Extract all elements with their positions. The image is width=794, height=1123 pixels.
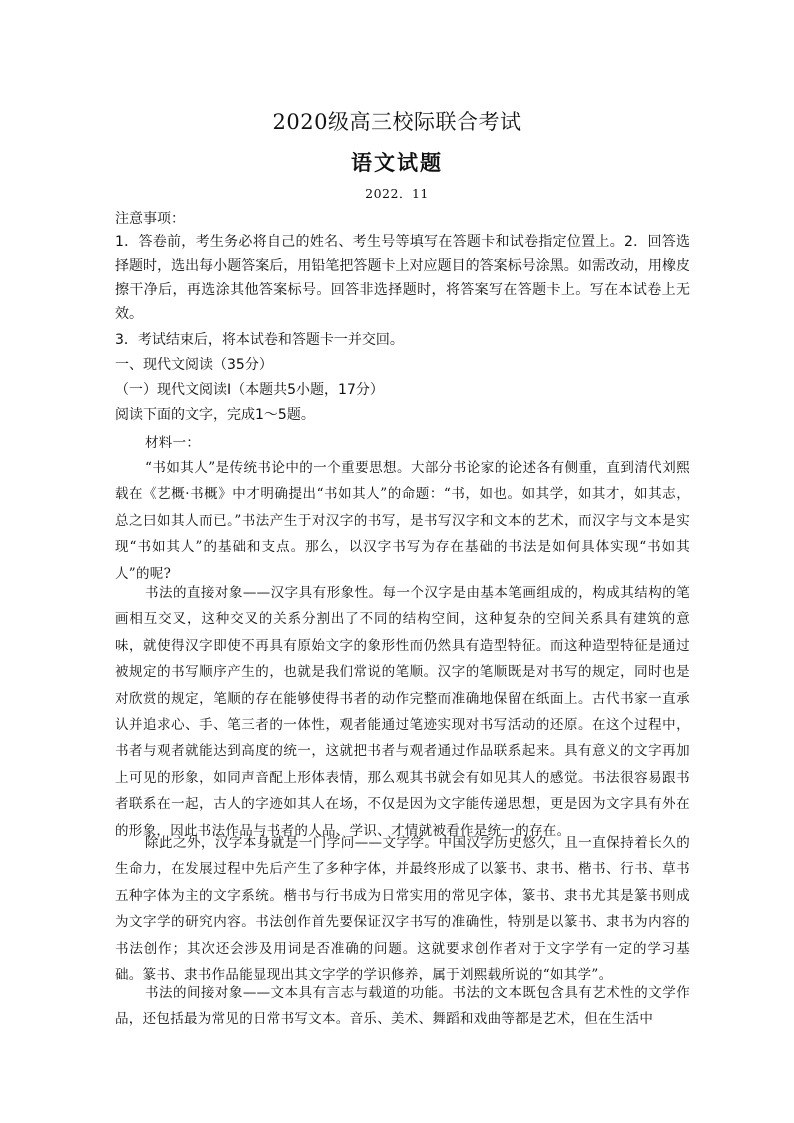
material-label: 材料一： (145, 435, 201, 451)
body-paragraph: 书法的直接对象——汉字具有形象性。每一个汉字是由基本笔画组成的，构成其结构的笔画相互交叉，这种交叉的关系分割出了不同的结构空间，这种复杂的空间关系具有建筑的意味，就使得汉字即使不再具有原始文字的象形性而仍然具有造型特征。而这种造型特征是通过被规定的书写顺序产生的，也就是我们常说的笔顺。汉字的笔顺既是对书写的规定，同时也是对欣赏的规定，笔顺的存在能够使得书者的动作完整而准确地保留在纸面上。古代书家一直承认并追求心、手、笔三者的一体性，观者能通过笔迹实现对书写活动的还原。在这个过程中，书者与观者就能达到高度的统一，这就把书者与观者通过作品联系起来。具有意义的文字再加上可见的形象，如同声音配上形体表情，那么观其书就会有如见其人的感觉。书法很容易跟书者联系在一起，古人的字迹如其人在场，不仅是因为文字能传递思想，更是因为文字具有外在的形象，因此书法作品与书者的人品、学识、才情就被看作是统一的存在。 (115, 585, 690, 839)
note-item-3: 3．考试结束后，将本试卷和答题卡一并交回。 (115, 332, 404, 348)
reading-instruction: 阅读下面的文字，完成1～5题。 (115, 407, 315, 423)
exam-date: 2022．11 (365, 186, 429, 201)
section-heading: 一、现代文阅读（35分） (115, 357, 273, 373)
notes-heading: 注意事项： (115, 211, 185, 227)
subsection-heading: （一）现代文阅读Ⅰ（本题共5小题，17分） (115, 382, 384, 398)
exam-title: 2020级高三校际联合考试 (272, 110, 522, 134)
body-paragraph: 除此之外，汉字本身就是一门学问——文字学。中国汉字历史悠久，且一直保持着长久的生命力，在发展过程中先后产生了多种字体，并最终形成了以篆书、隶书、楷书、行书、草书五种字体为主的文字系统。楷书与行书成为日常实用的常见字体，篆书、隶书尤其是篆书则成为文字学的研究内容。书法创作首先要保证汉字书写的准确性，特别是以篆书、隶书为内容的书法创作；其次还会涉及用词是否准确的问题。这就要求创作者对于文字学有一定的学习基础。篆书、隶书作品能显现出其文字学的学识修养，属于刘熙载所说的“如其学”。 (115, 835, 690, 984)
note-item-1-2: 1．答卷前，考生务必将自己的姓名、考生号等填写在答题卡和试卷指定位置上。2．回答选择题时，选出每小题答案后，用铅笔把答题卡上对应题目的答案标号涂黑。如需改动，用橡皮擦干净后，再选涂其他答案标号。回答非选择题时，将答案写在答题卡上。写在本试卷上无效。 (115, 234, 690, 322)
body-paragraph: “书如其人”是传统书论中的一个重要思想。大部分书论家的论述各有侧重，直到清代刘熙载在《艺概·书概》中才明确提出“书如其人”的命题：“书，如也。如其学，如其才，如其志，总之曰如其人而已。”书法产生于对汉字的书写，是书写汉字和文本的艺术，而汉字与文本是实现“书如其人”的基础和支点。那么，以汉字书写为存在基础的书法是如何具体实现“书如其人”的呢? (115, 460, 690, 582)
body-paragraph: 书法的间接对象——文本具有言志与载道的功能。书法的文本既包含具有艺术性的文学作品，还包括最为常见的日常书写文本。音乐、美术、舞蹈和戏曲等都是艺术，但在生活中 (115, 985, 690, 1028)
subject-title: 语文试题 (351, 150, 443, 175)
